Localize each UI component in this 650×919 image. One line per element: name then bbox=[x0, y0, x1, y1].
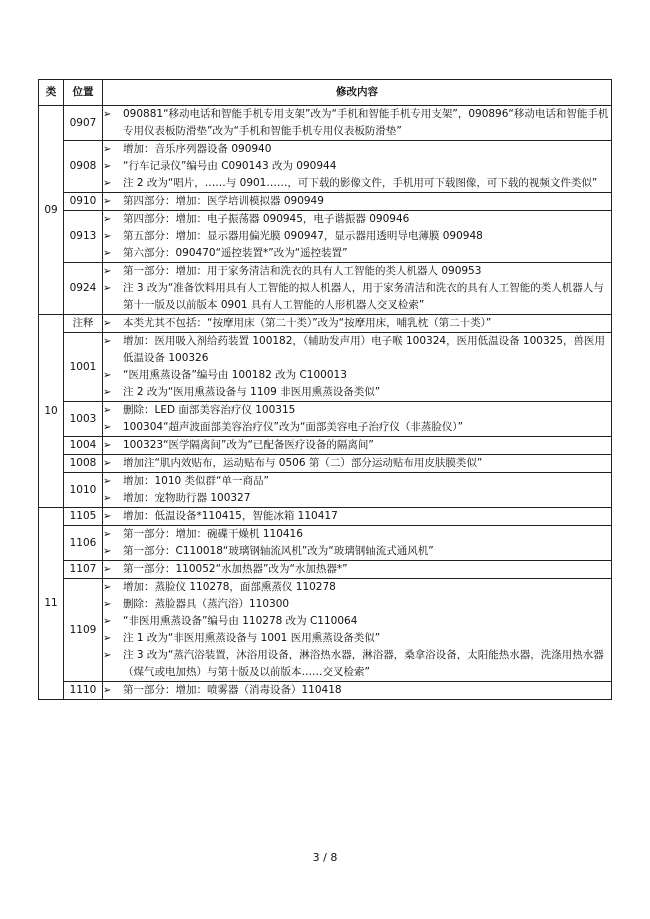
position-code: 1107 bbox=[64, 561, 103, 579]
arrow-bullet-icon: ➢ bbox=[103, 685, 112, 696]
position-code: 1004 bbox=[64, 437, 103, 455]
amendment-item bbox=[103, 211, 611, 228]
amendment-content bbox=[103, 193, 612, 211]
amendment-text: 100323“医学隔离间”改为“已配备医疗设备的隔离间” bbox=[123, 439, 374, 451]
amendment-item bbox=[103, 228, 611, 245]
amendment-item bbox=[103, 193, 611, 210]
position-code: 1105 bbox=[64, 508, 103, 526]
position-code: 1106 bbox=[64, 526, 103, 561]
header-position: 位置 bbox=[64, 80, 103, 106]
amendment-content bbox=[103, 579, 612, 682]
position-code: 0913 bbox=[64, 211, 103, 263]
amendment-text: 第一部分：110052“水加热器”改为“水加热器*” bbox=[123, 563, 348, 575]
amendment-item bbox=[103, 315, 611, 332]
amendment-text: 第六部分：090470“遥控装置*”改为“遥控装置” bbox=[123, 247, 348, 259]
amendment-item bbox=[103, 647, 611, 681]
arrow-bullet-icon: ➢ bbox=[103, 599, 112, 610]
arrow-bullet-icon: ➢ bbox=[103, 582, 112, 593]
arrow-bullet-icon: ➢ bbox=[103, 214, 112, 225]
amendment-content bbox=[103, 333, 612, 402]
amendment-text: 本类尤其不包括：“按摩用床（第二十类）”改为“按摩用床，哺乳枕（第二十类）” bbox=[123, 317, 492, 329]
amendment-text: 第一部分：C110018“玻璃钢轴流风机”改为“玻璃钢轴流式通风机” bbox=[123, 545, 434, 557]
amendment-content bbox=[103, 473, 612, 508]
amendment-item bbox=[103, 437, 611, 454]
amendment-item bbox=[103, 561, 611, 578]
header-class: 类 bbox=[39, 80, 64, 106]
amendment-content bbox=[103, 106, 612, 141]
arrow-bullet-icon: ➢ bbox=[103, 109, 112, 120]
amendment-content bbox=[103, 526, 612, 561]
amendment-item bbox=[103, 106, 611, 140]
arrow-bullet-icon: ➢ bbox=[103, 196, 112, 207]
table-row bbox=[39, 141, 612, 193]
amendment-text: 增加：低温设备*110415，智能冰箱 110417 bbox=[123, 510, 338, 522]
arrow-bullet-icon: ➢ bbox=[103, 493, 112, 504]
amendment-text: 第五部分：增加：显示器用偏光膜 090947，显示器用透明导电薄膜 090948 bbox=[123, 230, 483, 242]
table-row bbox=[39, 473, 612, 508]
amendment-text: 090881“移动电话和智能手机专用支架”改为“手机和智能手机专用支架”，090896“移动电话和智能手机专用仪表板防滑垫”改为“手机和智能手机专用仪表板防滑垫” bbox=[123, 108, 609, 137]
amendment-content bbox=[103, 682, 612, 700]
table-row bbox=[39, 579, 612, 682]
amendment-text: 注 2 改为“唱片，……与 0901……，可下载的影像文件，手机用可下载图像，可下载的视频文件类似” bbox=[123, 177, 598, 189]
position-code: 0924 bbox=[64, 263, 103, 315]
amendment-text: 删除：蒸脸器具（蒸汽浴）110300 bbox=[123, 598, 290, 610]
position-code: 1008 bbox=[64, 455, 103, 473]
amendment-text: 注 3 改为“准备饮料用具有人工智能的拟人机器人，用于家务清洁和洗衣的具有人工智能的类人机器人与第十一版及以前版本 0901 具有人工智能的人形机器人交叉检索” bbox=[123, 282, 604, 311]
class-number: 10 bbox=[39, 315, 64, 508]
amendment-text: 注 2 改为“医用熏蒸设备与 1109 非医用熏蒸设备类似” bbox=[123, 386, 381, 398]
position-code: 1003 bbox=[64, 402, 103, 437]
amendment-item bbox=[103, 419, 611, 436]
arrow-bullet-icon: ➢ bbox=[103, 633, 112, 644]
class-number: 09 bbox=[39, 106, 64, 315]
amendment-content bbox=[103, 141, 612, 193]
amendment-content bbox=[103, 263, 612, 315]
arrow-bullet-icon: ➢ bbox=[103, 283, 112, 294]
position-code: 0907 bbox=[64, 106, 103, 141]
amendment-item bbox=[103, 579, 611, 596]
table-body bbox=[39, 106, 612, 700]
position-code: 0908 bbox=[64, 141, 103, 193]
position-code: 1110 bbox=[64, 682, 103, 700]
table-row bbox=[39, 508, 612, 526]
table-row bbox=[39, 682, 612, 700]
table-row bbox=[39, 402, 612, 437]
amendment-item bbox=[103, 280, 611, 314]
arrow-bullet-icon: ➢ bbox=[103, 546, 112, 557]
amendment-text: “非医用熏蒸设备”编号由 110278 改为 C110064 bbox=[123, 615, 358, 627]
class-number: 11 bbox=[39, 508, 64, 700]
table-row bbox=[39, 526, 612, 561]
amendment-content bbox=[103, 211, 612, 263]
arrow-bullet-icon: ➢ bbox=[103, 266, 112, 277]
position-code: 1001 bbox=[64, 333, 103, 402]
arrow-bullet-icon: ➢ bbox=[103, 231, 112, 242]
arrow-bullet-icon: ➢ bbox=[103, 178, 112, 189]
table-row bbox=[39, 263, 612, 315]
amendment-content bbox=[103, 561, 612, 579]
amendment-text: 第四部分：增加：医学培训模拟器 090949 bbox=[123, 195, 324, 207]
arrow-bullet-icon: ➢ bbox=[103, 161, 112, 172]
amendment-item bbox=[103, 613, 611, 630]
arrow-bullet-icon: ➢ bbox=[103, 650, 112, 661]
page-number: 3 / 8 bbox=[312, 851, 338, 864]
amendment-item bbox=[103, 367, 611, 384]
amendment-table bbox=[38, 79, 612, 700]
amendment-content bbox=[103, 508, 612, 526]
amendment-item bbox=[103, 630, 611, 647]
amendment-text: 增加：音乐序列器设备 090940 bbox=[123, 143, 272, 155]
amendment-text: 第一部分：增加：碗碟干燥机 110416 bbox=[123, 528, 303, 540]
amendment-text: “行车记录仪”编号由 C090143 改为 090944 bbox=[123, 160, 337, 172]
amendment-item bbox=[103, 543, 611, 560]
amendment-item bbox=[103, 402, 611, 419]
table-row bbox=[39, 211, 612, 263]
arrow-bullet-icon: ➢ bbox=[103, 476, 112, 487]
arrow-bullet-icon: ➢ bbox=[103, 616, 112, 627]
amendment-item bbox=[103, 596, 611, 613]
arrow-bullet-icon: ➢ bbox=[103, 370, 112, 381]
amendment-text: 注 1 改为“非医用熏蒸设备与 1001 医用熏蒸设备类似” bbox=[123, 632, 381, 644]
position-code: 1010 bbox=[64, 473, 103, 508]
amendment-item bbox=[103, 245, 611, 262]
header-content: 修改内容 bbox=[103, 80, 612, 106]
table-row bbox=[39, 455, 612, 473]
amendment-item bbox=[103, 158, 611, 175]
amendment-item bbox=[103, 141, 611, 158]
arrow-bullet-icon: ➢ bbox=[103, 144, 112, 155]
arrow-bullet-icon: ➢ bbox=[103, 248, 112, 259]
table-row bbox=[39, 315, 612, 333]
amendment-text: 增加：蒸脸仪 110278，面部熏蒸仪 110278 bbox=[123, 581, 336, 593]
amendment-item bbox=[103, 508, 611, 525]
amendment-text: 增加：医用吸入剂给药装置 100182，（辅助发声用）电子喉 100324，医用低温设备 100325，兽医用低温设备 100326 bbox=[123, 335, 606, 364]
amendment-text: 注 3 改为“蒸汽浴装置，沐浴用设备，淋浴热水器，淋浴器，桑拿浴设备，太阳能热水器，洗涤用热水器（煤气或电加热）与第十版及以前版本……交叉检索” bbox=[123, 649, 604, 678]
arrow-bullet-icon: ➢ bbox=[103, 511, 112, 522]
amendment-text: 增加注“肌内效贴布，运动贴布与 0506 第（二）部分运动贴布用皮肤膜类似” bbox=[123, 457, 483, 469]
table-row bbox=[39, 561, 612, 579]
amendment-text: 增加：宠物助行器 100327 bbox=[123, 492, 251, 504]
amendment-text: 100304“超声波面部美容治疗仪”改为“面部美容电子治疗仪（非蒸脸仪）” bbox=[123, 421, 464, 433]
table-row bbox=[39, 106, 612, 141]
position-code: 0910 bbox=[64, 193, 103, 211]
table-row bbox=[39, 193, 612, 211]
amendment-text: 增加：1010 类似群“单一商品” bbox=[123, 475, 269, 487]
arrow-bullet-icon: ➢ bbox=[103, 458, 112, 469]
position-code: 1109 bbox=[64, 579, 103, 682]
amendment-text: 第四部分：增加：电子振荡器 090945，电子谐振器 090946 bbox=[123, 213, 410, 225]
amendment-item bbox=[103, 473, 611, 490]
amendment-text: 第一部分：增加：喷雾器（消毒设备）110418 bbox=[123, 684, 342, 696]
amendment-item bbox=[103, 384, 611, 401]
amendment-item bbox=[103, 333, 611, 367]
arrow-bullet-icon: ➢ bbox=[103, 440, 112, 451]
arrow-bullet-icon: ➢ bbox=[103, 564, 112, 575]
arrow-bullet-icon: ➢ bbox=[103, 318, 112, 329]
amendment-content bbox=[103, 455, 612, 473]
arrow-bullet-icon: ➢ bbox=[103, 422, 112, 433]
position-code: 注释 bbox=[64, 315, 103, 333]
amendment-content bbox=[103, 437, 612, 455]
amendment-content bbox=[103, 402, 612, 437]
amendment-item bbox=[103, 455, 611, 472]
arrow-bullet-icon: ➢ bbox=[103, 405, 112, 416]
amendment-item bbox=[103, 682, 611, 699]
table-row bbox=[39, 333, 612, 402]
table-row bbox=[39, 437, 612, 455]
amendment-content bbox=[103, 315, 612, 333]
amendment-item bbox=[103, 263, 611, 280]
amendment-text: 删除：LED 面部美容治疗仪 100315 bbox=[123, 404, 296, 416]
header-row bbox=[39, 80, 612, 106]
amendment-text: “医用熏蒸设备”编号由 100182 改为 C100013 bbox=[123, 369, 347, 381]
amendment-item bbox=[103, 490, 611, 507]
arrow-bullet-icon: ➢ bbox=[103, 529, 112, 540]
amendment-text: 第一部分：增加：用于家务清洁和洗衣的具有人工智能的类人机器人 090953 bbox=[123, 265, 482, 277]
arrow-bullet-icon: ➢ bbox=[103, 387, 112, 398]
arrow-bullet-icon: ➢ bbox=[103, 336, 112, 347]
amendment-item bbox=[103, 175, 611, 192]
amendment-item bbox=[103, 526, 611, 543]
